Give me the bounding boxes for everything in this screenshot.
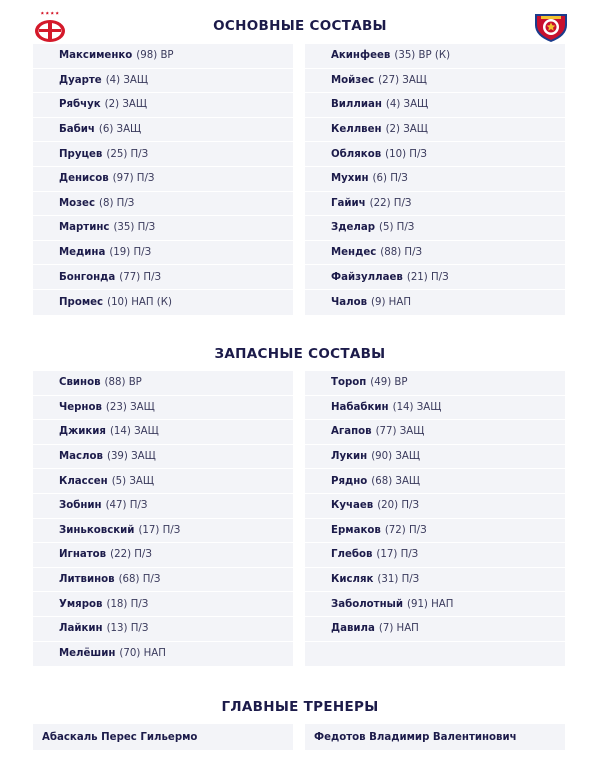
player-number-position: (23) ЗАЩ [105,401,155,413]
player-number-position: (2) ЗАЩ [385,124,428,136]
player-number-position: (39) ЗАЩ [106,451,156,463]
player-number-position: (4) ЗАЩ [105,74,149,86]
player-row [305,167,565,192]
player-number-position: (22) П/З [369,197,412,209]
player-name: Давила [331,623,375,635]
player-number-position: (20) П/З [377,500,419,512]
player-row [305,371,565,396]
player-name: Глебов [331,549,373,561]
player-row [305,216,565,241]
player-number-position: (7) НАП [378,623,419,635]
player-row [33,494,293,519]
player-number-position: (18) П/З [106,598,149,610]
player-row [33,371,293,396]
player-name: Денисов [59,173,109,185]
player-name: Мартинс [59,222,110,234]
player-number-position: (47) П/З [105,500,148,512]
player-row [33,241,293,266]
home-coach: Абаскаль Перес Гильермо [33,724,293,750]
cska-logo [533,11,569,43]
player-name: Рядно [331,475,368,487]
player-number-position: (68) ЗАЩ [371,475,421,487]
player-row [33,445,293,470]
player-row [305,494,565,519]
player-name: Пруцев [59,148,103,160]
player-row [33,93,293,118]
starting-away-list [305,44,565,315]
player-name: Лайкин [59,623,103,635]
player-number-position: (19) П/З [109,247,152,259]
player-row [305,568,565,593]
player-number-position: (6) П/З [372,173,408,185]
player-number-position: (72) П/З [384,524,427,536]
player-name: Заболотный [331,598,403,610]
player-row [305,543,565,568]
player-name: Зобнин [59,500,102,512]
player-name: Классен [59,475,108,487]
subs-home-list [33,371,293,666]
player-number-position: (17) П/З [376,549,419,561]
player-name: Гайич [331,197,366,209]
player-name: Максименко [59,50,133,62]
player-row [33,290,293,315]
player-row [305,142,565,167]
player-name: Игнатов [59,549,107,561]
player-row [305,420,565,445]
player-row [33,642,293,667]
player-number-position: (88) П/З [380,247,423,259]
player-number-position: (25) П/З [106,148,149,160]
player-name: Мухин [331,173,369,185]
player-number-position: (35) П/З [113,222,156,234]
player-row [33,396,293,421]
player-name: Зиньковский [59,524,135,536]
player-name: Мендес [331,247,377,259]
player-name: Обляков [331,148,382,160]
starting-lineups-title: ОСНОВНЫЕ СОСТАВЫ [213,18,387,34]
player-row [305,396,565,421]
player-number-position: (9) НАП [371,296,411,308]
player-number-position: (10) П/З [385,148,427,160]
player-row [305,69,565,94]
player-row [305,241,565,266]
player-name: Медина [59,247,106,259]
player-number-position: (5) П/З [379,222,415,234]
player-number-position: (10) НАП (К) [107,296,172,308]
player-number-position: (27) ЗАЩ [378,74,427,86]
player-row [33,469,293,494]
away-coach: Федотов Владимир Валентинович [305,724,565,750]
player-row [33,192,293,217]
player-number-position: (70) НАП [119,648,166,660]
player-row [305,192,565,217]
player-number-position: (22) П/З [110,549,152,561]
head-coaches-title: ГЛАВНЫЕ ТРЕНЕРЫ [221,699,379,715]
player-name: Рябчук [59,99,101,111]
player-number-position: (35) ВР (К) [394,50,451,62]
player-number-position: (68) П/З [118,574,161,586]
player-number-position: (14) ЗАЩ [109,426,159,438]
player-number-position: (77) ЗАЩ [375,426,425,438]
player-row [33,420,293,445]
player-row [305,265,565,290]
player-name: Виллиан [331,99,382,111]
player-name: Мелёшин [59,648,116,660]
subs-away-list [305,371,565,666]
spartak-logo [33,11,67,45]
player-number-position: (21) П/З [406,271,449,283]
player-name: Промес [59,296,104,308]
player-name: Акинфеев [331,50,391,62]
player-number-position: (88) ВР [104,377,142,389]
player-name: Лукин [331,451,368,463]
player-row [33,167,293,192]
player-number-position: (77) П/З [119,271,162,283]
player-number-position: (31) П/З [377,574,420,586]
player-row [33,592,293,617]
player-number-position: (5) ЗАЩ [111,475,155,487]
player-row [33,617,293,642]
player-name: Бабич [59,124,95,136]
player-row [305,592,565,617]
player-number-position: (90) ЗАЩ [371,451,420,463]
player-name: Чалов [331,296,368,308]
player-number-position: (6) ЗАЩ [98,124,142,136]
player-name: Ермаков [331,524,381,536]
player-number-position: (8) П/З [99,197,135,209]
player-row [33,142,293,167]
player-number-position: (13) П/З [106,623,149,635]
player-row [33,265,293,290]
player-number-position: (98) ВР [136,50,174,62]
player-number-position: (14) ЗАЩ [392,401,442,413]
player-number-position: (2) ЗАЩ [104,99,147,111]
player-name: Тороп [331,377,367,389]
player-row [305,642,565,667]
player-row [33,216,293,241]
player-name: Чернов [59,401,102,413]
player-number-position: (49) ВР [370,377,408,389]
player-row [33,568,293,593]
player-row [305,93,565,118]
player-row [305,118,565,143]
player-name: Кисляк [331,574,374,586]
player-row [305,290,565,315]
player-name: Файзуллаев [331,271,403,283]
player-name: Келлвен [331,124,382,136]
player-name: Агапов [331,426,372,438]
player-row [33,543,293,568]
player-name: Дуарте [59,74,102,86]
player-name: Маслов [59,451,103,463]
player-row [305,44,565,69]
player-number-position: (91) НАП [406,598,454,610]
player-row [33,118,293,143]
player-name: Бонгонда [59,271,116,283]
player-row [33,69,293,94]
player-number-position: (97) П/З [112,173,155,185]
substitutes-title: ЗАПАСНЫЕ СОСТАВЫ [214,346,386,362]
player-number-position: (17) П/З [138,524,181,536]
player-row [305,519,565,544]
player-name: Свинов [59,377,101,389]
player-name: Кучаев [331,500,374,512]
player-row [33,519,293,544]
player-name: Мойзес [331,74,375,86]
player-row [305,617,565,642]
starting-home-list [33,44,293,315]
player-row [305,445,565,470]
player-row [33,44,293,69]
player-name: Мозес [59,197,96,209]
player-row [305,469,565,494]
player-name: Умяров [59,598,103,610]
player-name: Литвинов [59,574,115,586]
player-name: Джикия [59,426,106,438]
player-name: Набабкин [331,401,389,413]
player-name: Зделар [331,222,376,234]
player-number-position: (4) ЗАЩ [385,99,429,111]
